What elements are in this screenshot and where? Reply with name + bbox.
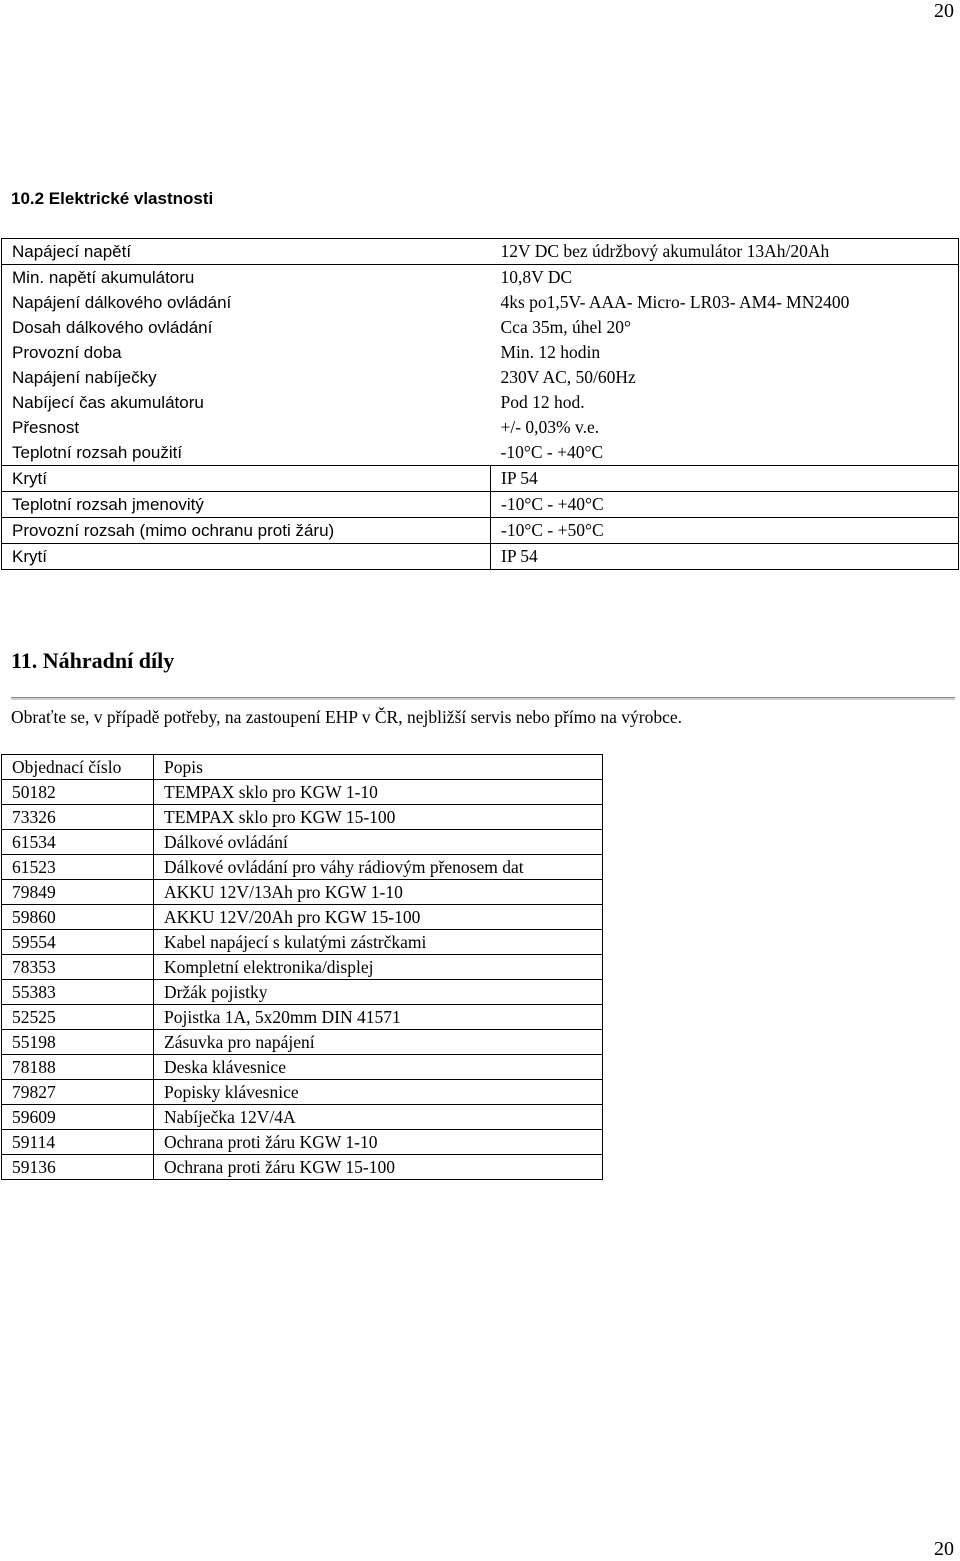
property-label: Napájecí napětí bbox=[2, 239, 491, 265]
part-number: 78188 bbox=[2, 1055, 154, 1080]
part-number: 78353 bbox=[2, 955, 154, 980]
property-label: Provozní rozsah (mimo ochranu proti žáru) bbox=[2, 518, 491, 544]
property-label: Dosah dálkového ovládání bbox=[2, 315, 491, 340]
property-value: -10°C - +50°C bbox=[491, 518, 959, 544]
part-number: 73326 bbox=[2, 805, 154, 830]
table-row bbox=[2, 290, 959, 315]
part-number: 52525 bbox=[2, 1005, 154, 1030]
property-value: 4ks po1,5V- AAA- Micro- LR03- AM4- MN2400 bbox=[491, 290, 959, 315]
table-row bbox=[2, 315, 959, 340]
table-row bbox=[2, 466, 959, 492]
table-row bbox=[2, 905, 603, 930]
table-row bbox=[2, 440, 959, 466]
table-row bbox=[2, 1155, 603, 1180]
part-number: 59609 bbox=[2, 1105, 154, 1130]
part-description: Dálkové ovládání pro váhy rádiovým přenosem dat bbox=[154, 855, 603, 880]
column-header-description: Popis bbox=[154, 755, 603, 780]
part-description: Pojistka 1A, 5x20mm DIN 41571 bbox=[154, 1005, 603, 1030]
part-number: 59136 bbox=[2, 1155, 154, 1180]
table-row bbox=[2, 415, 959, 440]
part-description: Popisky klávesnice bbox=[154, 1080, 603, 1105]
column-header-order-number: Objednací číslo bbox=[2, 755, 154, 780]
heading-divider bbox=[11, 697, 955, 700]
part-description: Ochrana proti žáru KGW 1-10 bbox=[154, 1130, 603, 1155]
property-label: Nabíjecí čas akumulátoru bbox=[2, 390, 491, 415]
spare-parts-table bbox=[1, 754, 603, 1180]
table-row bbox=[2, 780, 603, 805]
property-label: Krytí bbox=[2, 544, 491, 570]
page-number-bottom: 20 bbox=[934, 1538, 954, 1560]
property-value: 12V DC bez údržbový akumulátor 13Ah/20Ah bbox=[491, 239, 959, 265]
table-row bbox=[2, 1055, 603, 1080]
part-number: 79849 bbox=[2, 880, 154, 905]
table-row bbox=[2, 1130, 603, 1155]
part-description: Kabel napájecí s kulatými zástrčkami bbox=[154, 930, 603, 955]
property-value: IP 54 bbox=[491, 466, 959, 492]
part-number: 55198 bbox=[2, 1030, 154, 1055]
table-row bbox=[2, 805, 603, 830]
part-description: AKKU 12V/20Ah pro KGW 15-100 bbox=[154, 905, 603, 930]
part-description: Ochrana proti žáru KGW 15-100 bbox=[154, 1155, 603, 1180]
property-value: Cca 35m, úhel 20° bbox=[491, 315, 959, 340]
table-row bbox=[2, 239, 959, 265]
part-description: Kompletní elektronika/displej bbox=[154, 955, 603, 980]
spare-parts-intro: Obraťte se, v případě potřeby, na zastoupení EHP v ČR, nejbližší servis nebo přímo na výrobce. bbox=[11, 707, 683, 727]
part-number: 50182 bbox=[2, 780, 154, 805]
part-description: Deska klávesnice bbox=[154, 1055, 603, 1080]
part-number: 61534 bbox=[2, 830, 154, 855]
table-row bbox=[2, 930, 603, 955]
table-row bbox=[2, 1005, 603, 1030]
table-row bbox=[2, 830, 603, 855]
part-description: TEMPAX sklo pro KGW 15-100 bbox=[154, 805, 603, 830]
property-value: 10,8V DC bbox=[491, 265, 959, 291]
part-number: 59114 bbox=[2, 1130, 154, 1155]
table-row bbox=[2, 518, 959, 544]
table-row bbox=[2, 544, 959, 570]
table-row bbox=[2, 390, 959, 415]
property-label: Teplotní rozsah jmenovitý bbox=[2, 492, 491, 518]
property-value: -10°C - +40°C bbox=[491, 440, 959, 466]
property-label: Min. napětí akumulátoru bbox=[2, 265, 491, 291]
property-label: Teplotní rozsah použití bbox=[2, 440, 491, 466]
table-row bbox=[2, 492, 959, 518]
table-row bbox=[2, 1080, 603, 1105]
property-label: Přesnost bbox=[2, 415, 491, 440]
table-row bbox=[2, 955, 603, 980]
part-description: Zásuvka pro napájení bbox=[154, 1030, 603, 1055]
page-number-top: 20 bbox=[934, 0, 954, 22]
part-number: 55383 bbox=[2, 980, 154, 1005]
table-row bbox=[2, 265, 959, 291]
table-row bbox=[2, 855, 603, 880]
property-value: Min. 12 hodin bbox=[491, 340, 959, 365]
property-value: +/- 0,03% v.e. bbox=[491, 415, 959, 440]
part-number: 59554 bbox=[2, 930, 154, 955]
table-header-row bbox=[2, 755, 603, 780]
part-description: Držák pojistky bbox=[154, 980, 603, 1005]
part-number: 79827 bbox=[2, 1080, 154, 1105]
property-label: Napájení nabíječky bbox=[2, 365, 491, 390]
property-value: IP 54 bbox=[491, 544, 959, 570]
part-description: Dálkové ovládání bbox=[154, 830, 603, 855]
electrical-properties-table bbox=[1, 238, 959, 570]
table-row bbox=[2, 980, 603, 1005]
part-description: Nabíječka 12V/4A bbox=[154, 1105, 603, 1130]
part-number: 61523 bbox=[2, 855, 154, 880]
table-row bbox=[2, 365, 959, 390]
section-heading-electrical: 10.2 Elektrické vlastnosti bbox=[11, 189, 214, 208]
property-label: Provozní doba bbox=[2, 340, 491, 365]
property-value: Pod 12 hod. bbox=[491, 390, 959, 415]
table-row bbox=[2, 1030, 603, 1055]
table-row bbox=[2, 880, 603, 905]
part-description: AKKU 12V/13Ah pro KGW 1-10 bbox=[154, 880, 603, 905]
property-label: Napájení dálkového ovládání bbox=[2, 290, 491, 315]
property-value: -10°C - +40°C bbox=[491, 492, 959, 518]
property-value: 230V AC, 50/60Hz bbox=[491, 365, 959, 390]
table-row bbox=[2, 340, 959, 365]
part-description: TEMPAX sklo pro KGW 1-10 bbox=[154, 780, 603, 805]
section-heading-spare-parts: 11. Náhradní díly bbox=[11, 648, 175, 673]
part-number: 59860 bbox=[2, 905, 154, 930]
table-row bbox=[2, 1105, 603, 1130]
property-label: Krytí bbox=[2, 466, 491, 492]
